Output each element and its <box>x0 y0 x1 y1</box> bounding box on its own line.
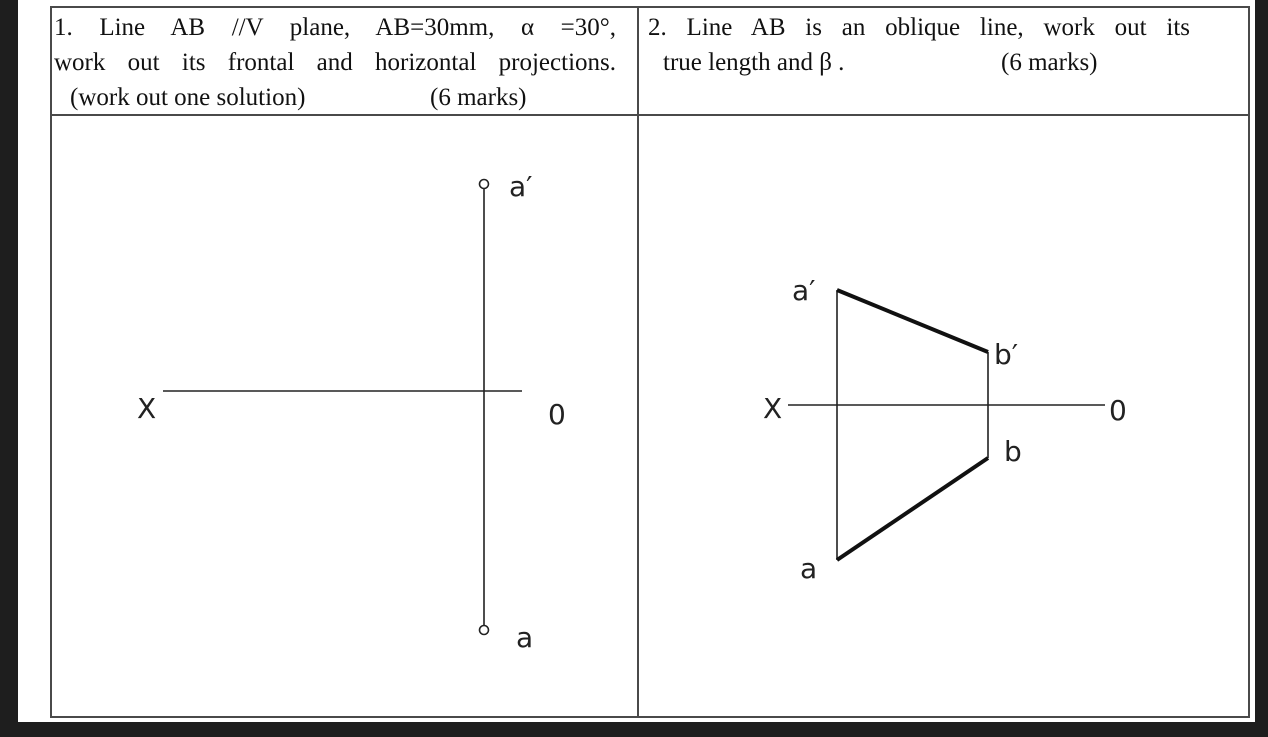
p1-point-a-marker <box>480 626 489 635</box>
problem1-note: (work out one solution) <box>70 84 306 111</box>
p1-label-a: a <box>516 621 534 654</box>
problem2-diagram <box>763 274 1127 585</box>
p2-label-b: b <box>1004 435 1022 468</box>
problem1-line1: 1. Line AB //V plane, AB=30mm, α =30°, <box>54 14 616 41</box>
p2-label-b-prime: b′ <box>994 338 1019 371</box>
p2-axis-label-o: 0 <box>1109 394 1127 427</box>
problem1-diagram <box>137 170 566 654</box>
p2-axis-label-x: X <box>763 392 783 425</box>
p2-label-a-prime: a′ <box>792 274 816 307</box>
p1-axis-label-o: 0 <box>548 398 566 431</box>
problem1-marks: (6 marks) <box>430 84 527 111</box>
problem2-line2: true length and β . <box>663 49 845 76</box>
problem1-line2: work out its frontal and horizontal projections. <box>54 49 616 76</box>
p2-horizontal-projection-ab <box>837 458 988 560</box>
problem2-marks: (6 marks) <box>1001 49 1098 76</box>
p2-frontal-projection-ab <box>837 290 988 352</box>
problem2-line1: 2. Line AB is an oblique line, work out its <box>648 14 1190 41</box>
p1-point-a-prime-marker <box>480 180 489 189</box>
p2-label-a: a <box>800 552 818 585</box>
worksheet <box>18 0 1255 722</box>
p1-axis-label-x: X <box>137 392 157 425</box>
projection-diagrams <box>18 0 1255 722</box>
p1-label-a-prime: a′ <box>509 170 533 203</box>
